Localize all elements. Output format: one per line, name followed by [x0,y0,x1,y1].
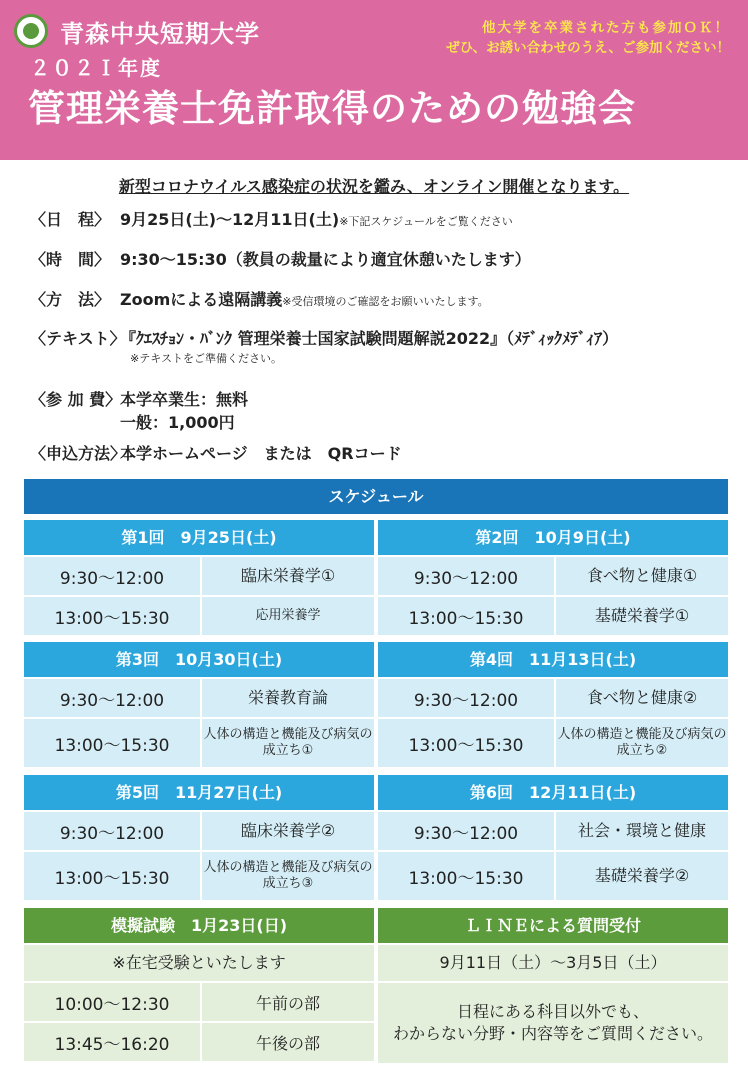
session-title: 第2回 10月9日(土) [378,520,728,555]
session-time: 13:00～15:30 [408,735,524,756]
session-title: 第4回 11月13日(土) [378,642,728,677]
session-subject: 人体の構造と機能及び病気の成立ち① [200,719,374,767]
session-title: 第5回 11月27日(土) [24,775,374,810]
table-row [378,850,728,900]
session-subject: 栄養教育論 [200,679,374,717]
exam-time: 13:45～16:20 [54,1034,170,1055]
invitation-note-2: ぜひ、お誘い合わせのうえ、ご参加ください！ [446,40,730,56]
session-block [378,642,728,767]
session-subject: 臨床栄養学② [200,812,374,850]
session-title: 第1回 9月25日(土) [24,520,374,555]
session-subject: 基礎栄養学① [554,597,728,635]
info-textbook: 〈テキスト〉『ｸｴｽﾁｮﾝ・ﾊﾞﾝｸ 管理栄養士国家試験問題解説2022』（ﾒﾃﾞｨｯｸﾒﾃﾞｨｱ） [30,329,619,348]
line-title: ＬＩＮＥによる質問受付 [378,908,728,943]
info-method: 〈方 法〉 Zoomによる遠隔講義※受信環境のご確認をお願いいたします。 [30,290,489,309]
line-period: 9月11日（土）～3月5日（土） [378,943,728,981]
session-subject: 社会・環境と健康 [554,812,728,850]
mock-exam-title: 模擬試験 1月23日(日) [24,908,374,943]
session-time: 13:00～15:30 [408,868,524,889]
table-row [24,677,374,717]
session-subject: 人体の構造と機能及び病気の成立ち③ [200,852,374,900]
table-row [24,981,374,1021]
session-time: 9:30～12:00 [413,568,519,589]
session-block [24,642,374,767]
session-subject: 人体の構造と機能及び病気の成立ち② [554,719,728,767]
session-block [378,775,728,900]
session-block [24,520,374,635]
session-subject: 臨床栄養学① [200,557,374,595]
university-name: 青森中央短期大学 [60,20,260,48]
line-message: 日程にある科目以外でも、 わからない分野・内容等をご質問ください。 [378,981,728,1063]
info-apply: 〈申込方法〉本学ホームページ または QRコード [30,444,402,463]
session-time: 13:00～15:30 [54,735,170,756]
session-time: 13:00～15:30 [54,868,170,889]
session-block [378,520,728,635]
mock-exam-note: ※在宅受験といたします [24,943,374,981]
exam-time: 10:00～12:30 [54,994,170,1015]
table-row [378,595,728,635]
table-row [378,810,728,850]
session-subject: 応用栄養学 [200,597,374,635]
session-time: 9:30～12:00 [59,823,165,844]
textbook-note: ※テキストをご準備ください。 [130,352,282,365]
table-row [378,717,728,767]
info-time: 〈時 間〉 9:30～15:30（教員の裁量により適宜休憩いたします） [30,250,531,269]
session-time: 9:30～12:00 [59,568,165,589]
session-title: 第3回 10月30日(土) [24,642,374,677]
table-row [378,677,728,717]
info-fee: 〈参 加 費〉本学卒業生：無料 [30,390,249,409]
table-row [378,555,728,595]
session-time: 9:30～12:00 [413,690,519,711]
session-time: 13:00～15:30 [54,608,170,629]
info-date: 〈日 程〉 9月25日(土)～12月11日(土)※下記スケジュールをご覧ください [30,210,513,229]
exam-part: 午前の部 [200,983,374,1021]
table-row [24,595,374,635]
table-row [24,555,374,595]
online-notice: 新型コロナウイルス感染症の状況を鑑み、オンライン開催となります。 [118,177,630,196]
session-subject: 食べ物と健康① [554,557,728,595]
invitation-note-1: 他大学を卒業された方も参加ＯＫ！ [482,20,730,36]
schedule-header: スケジュール [24,479,728,514]
table-row [24,1021,374,1061]
line-question-block [378,908,728,1063]
session-time: 9:30～12:00 [59,690,165,711]
info-fee-general: 一般：1,000円 [120,413,235,432]
table-row [24,810,374,850]
session-time: 9:30～12:00 [413,823,519,844]
mock-exam-block [24,908,374,1061]
session-title: 第6回 12月11日(土) [378,775,728,810]
page-title: 管理栄養士免許取得のための勉強会 [28,87,636,130]
session-subject: 基礎栄養学② [554,852,728,900]
session-block [24,775,374,900]
table-row [24,717,374,767]
table-row [24,850,374,900]
fiscal-year: ２０２Ｉ年度 [30,56,162,80]
session-subject: 食べ物と健康② [554,679,728,717]
session-time: 13:00～15:30 [408,608,524,629]
university-logo-icon [14,14,48,48]
exam-part: 午後の部 [200,1023,374,1061]
